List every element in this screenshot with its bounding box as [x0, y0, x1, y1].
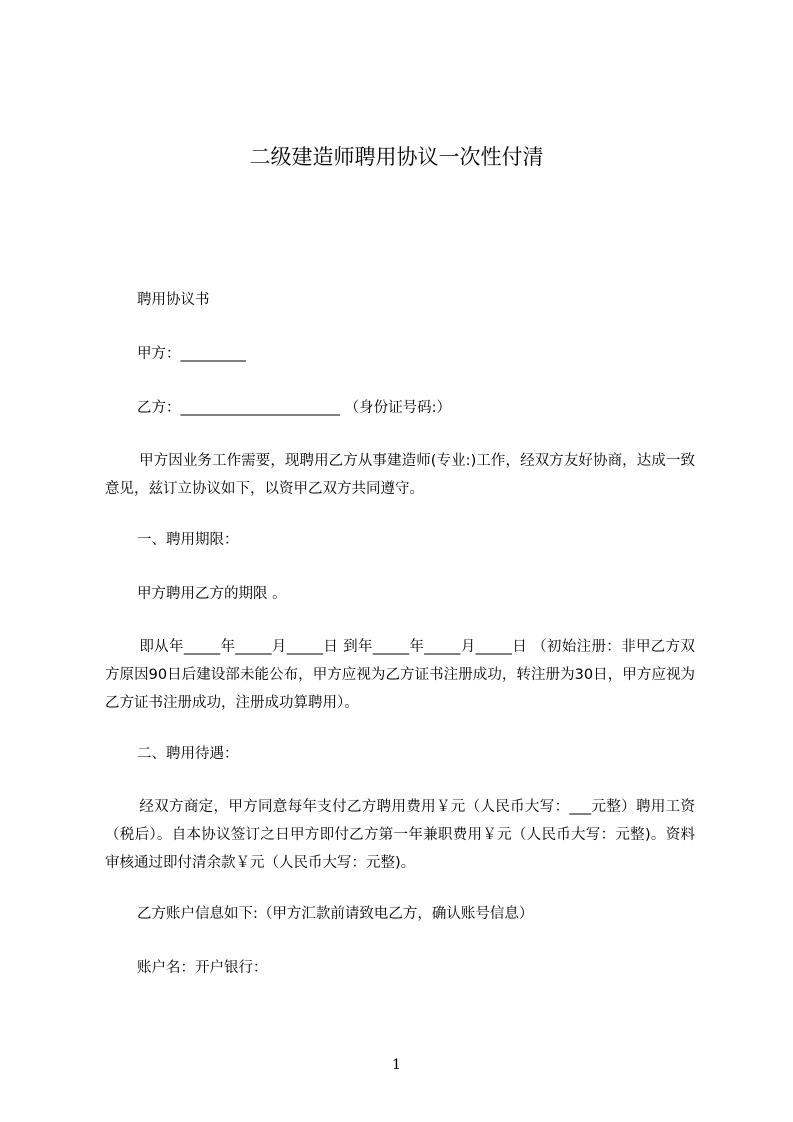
section-2-text: 经双方商定，甲方同意每年支付乙方聘用费用￥元（人民币大写：___元整）聘用工资（税后）。自本协议签订之日甲方即付乙方第一年兼职费用￥元（人民币大写：元整)。资料审核通过即付清余款￥元（人民币大写：元整)。 — [105, 799, 695, 871]
section-1-title: 一、聘用期限： — [137, 532, 239, 548]
intro-paragraph — [105, 447, 695, 503]
section-2-title: 二、聘用待遇： — [137, 746, 239, 762]
section-1-text: 甲方聘用乙方的期限 。 — [137, 586, 287, 602]
section-2-paragraph — [105, 793, 695, 877]
agreement-heading: 聘用协议书 — [137, 292, 210, 308]
section-1-period-paragraph — [105, 633, 695, 717]
intro-text: 甲方因业务工作需要，现聘用乙方从事建造师(专业:)工作，经双方友好协商，达成一致意见，兹订立协议如下，以资甲乙双方共同遵守。 — [105, 453, 695, 497]
page-number: 1 — [392, 1057, 401, 1073]
account-name-line: 账户名：开户银行： — [137, 960, 268, 976]
party-b-line: 乙方：______________________ （身份证号码:） — [137, 400, 451, 416]
party-a-line: 甲方：_________ — [137, 346, 246, 362]
document-title: 二级建造师聘用协议一次性付清 — [249, 145, 544, 169]
account-info-line: 乙方账户信息如下:（甲方汇款前请致电乙方，确认账号信息） — [137, 906, 534, 922]
section-1-period-text: 即从年_____年_____月_____日 到年_____年_____月_____日 （初始注册：非甲乙方双方原因90日后建设部未能公布，甲方应视为乙方证书注册成功，转注册为30日，甲方应视为乙方证书注册成功，注册成功算聘用）。 — [105, 639, 695, 711]
